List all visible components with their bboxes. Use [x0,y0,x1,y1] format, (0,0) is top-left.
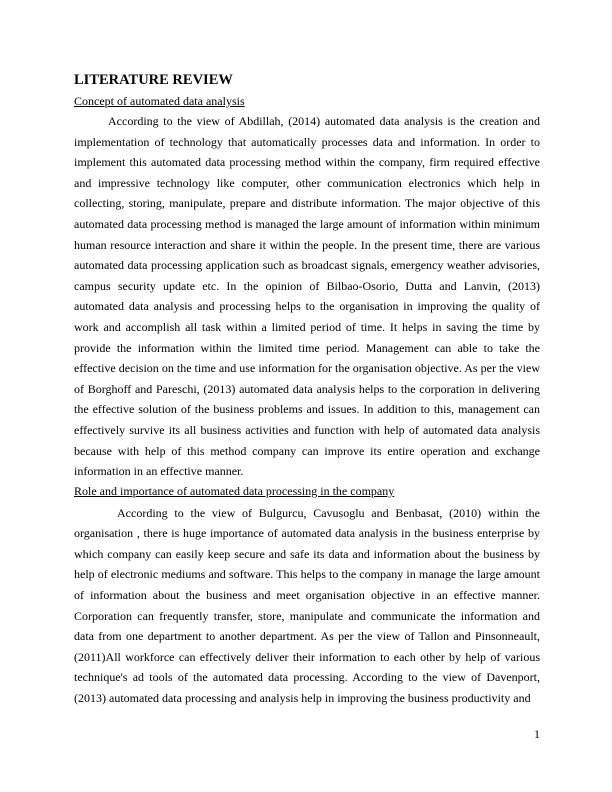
section-title-concept: Concept of automated data analysis [74,94,245,108]
page-title: LITERATURE REVIEW [74,72,233,88]
section-body-concept: According to the view of Abdillah, (2014) automated data analysis is the creation and implementation of technology that automatically processes data and information. In order to implement this automated data processing method within the company, firm required effective and impressive technology like computer, other communication electronics which help in collecting, storing, manipulate, prepare and distribute information. The major objective of this automated data processing method is managed the large amount of information within minimum human resource interaction and share it within the people. In the present time, there are various automated data processing application such as broadcast signals, emergency weather advisories, campus security update etc. In the opinion of Bilbao-Osorio, Dutta and Lanvin, (2013) automated data analysis and processing helps to the organisation in improving the quality of work and accomplish all task within a limited period of time. It helps in saving the time by provide the information within the limited time period. Management can able to take the effective decision on the time and use information for the organisation objective. As per the view of Borghoff and Pareschi, (2013) automated data analysis helps to the corporation in delivering the effective solution of the business problems and issues. In addition to this, management can effectively survive its all business activities and function with help of automated data analysis because with help of this method company can improve its entire operation and exchange information in an effective manner. [74,114,540,479]
page-content [74,70,540,709]
section-body-role: According to the view of Bulgurcu, Cavusoglu and Benbasat, (2010) within the organisation , there is huge importance of automated data analysis in the business enterprise by which company can easily keep secure and safe its data and information about the business by help of electronic mediums and software. This helps to the company in manage the large amount of information about the business and meet organisation objective in an effective manner. Corporation can frequently transfer, store, manipulate and communicate the information and data from one department to another department. As per the view of Tallon and Pinsonneault, (2011)All workforce can effectively deliver their information to each other by help of various technique's ad tools of the automated data processing. According to the view of Davenport, (2013) automated data processing and analysis help in improving the business productivity and [74,505,540,706]
section-title-role: Role and importance of automated data processing in the company [74,483,395,498]
page-number: 1 [534,727,540,741]
